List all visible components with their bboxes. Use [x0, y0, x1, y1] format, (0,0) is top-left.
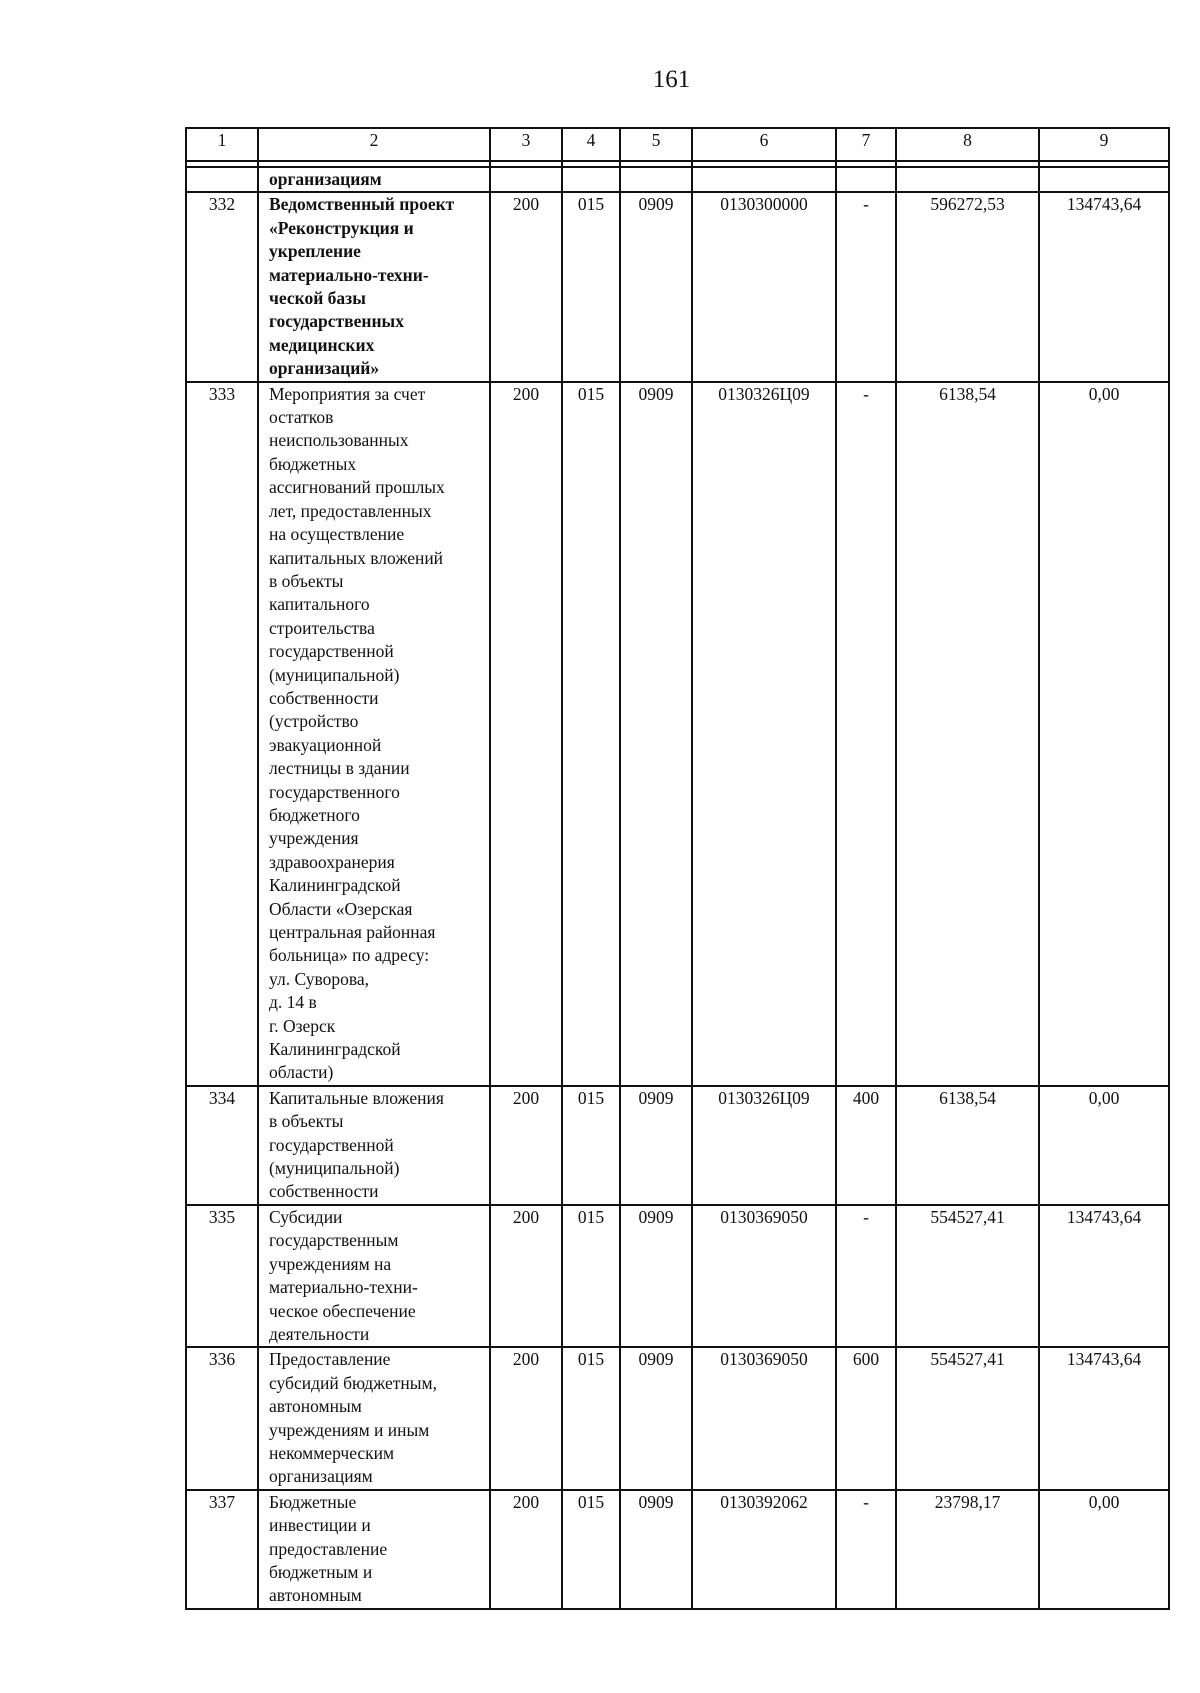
header-row — [186, 128, 1169, 161]
row-number: 335 — [186, 1205, 258, 1347]
row-number: 333 — [186, 382, 258, 1086]
header-cell: 7 — [836, 128, 896, 161]
row-name: Капитальные вложения в объекты государственной (муниципальной) собственности — [258, 1086, 490, 1205]
cell-code-3: 200 — [490, 382, 562, 1086]
continuation-text: организациям — [258, 167, 490, 192]
cell-code-6: 0130326Ц09 — [692, 382, 836, 1086]
cell-amount-9: 0,00 — [1039, 1086, 1169, 1205]
table-row — [186, 192, 1169, 381]
cell-code-4: 015 — [562, 192, 620, 381]
cell-amount-9: 134743,64 — [1039, 1347, 1169, 1489]
cell-code-4: 015 — [562, 1205, 620, 1347]
cell-code-4: 015 — [562, 1347, 620, 1489]
cell-code-6: 0130300000 — [692, 192, 836, 381]
cell-code-5: 0909 — [620, 192, 692, 381]
header-cell: 9 — [1039, 128, 1169, 161]
row-number: 336 — [186, 1347, 258, 1489]
cell-code-5: 0909 — [620, 382, 692, 1086]
cell-code-7: 600 — [836, 1347, 896, 1489]
table-row — [186, 1086, 1169, 1205]
cell-code-3: 200 — [490, 192, 562, 381]
continuation-row — [186, 167, 1169, 192]
header-cell: 6 — [692, 128, 836, 161]
table-row — [186, 382, 1169, 1086]
table-row — [186, 1347, 1169, 1489]
header-cell: 8 — [896, 128, 1039, 161]
budget-table — [185, 127, 1170, 1610]
cell-code-5: 0909 — [620, 1347, 692, 1489]
header-cell: 5 — [620, 128, 692, 161]
cell-code-3: 200 — [490, 1490, 562, 1609]
row-number: 332 — [186, 192, 258, 381]
cell-code-5: 0909 — [620, 1205, 692, 1347]
row-name: Ведомственный проект «Реконструкция и укрепление материально-техни- ческой базы государственных медицинских организаций» — [258, 192, 490, 381]
row-name: Субсидии государственным учреждениям на материально-техни- ческое обеспечение деятельности — [258, 1205, 490, 1347]
cell-code-6: 0130369050 — [692, 1347, 836, 1489]
cell-code-3: 200 — [490, 1205, 562, 1347]
cell-amount-9: 0,00 — [1039, 1490, 1169, 1609]
page-number: 161 — [652, 66, 691, 93]
header-cell: 4 — [562, 128, 620, 161]
cell-code-5: 0909 — [620, 1490, 692, 1609]
row-name: Предоставление субсидий бюджетным, автономным учреждениям и иным некоммерческим организациям — [258, 1347, 490, 1489]
cell-code-4: 015 — [562, 382, 620, 1086]
cell-code-5: 0909 — [620, 1086, 692, 1205]
cell-code-7: - — [836, 382, 896, 1086]
cell-code-7: - — [836, 1205, 896, 1347]
row-name: Бюджетные инвестиции и предоставление бюджетным и автономным — [258, 1490, 490, 1609]
cell-code-7: 400 — [836, 1086, 896, 1205]
table-row — [186, 1205, 1169, 1347]
cell-code-4: 015 — [562, 1086, 620, 1205]
cell-code-3: 200 — [490, 1347, 562, 1489]
cell-code-7: - — [836, 1490, 896, 1609]
table-row — [186, 1490, 1169, 1609]
row-number: 337 — [186, 1490, 258, 1609]
cell-code-6: 0130369050 — [692, 1205, 836, 1347]
cell-code-6: 0130326Ц09 — [692, 1086, 836, 1205]
cell-amount-8: 23798,17 — [896, 1490, 1039, 1609]
cell-amount-8: 554527,41 — [896, 1205, 1039, 1347]
cell-amount-8: 6138,54 — [896, 382, 1039, 1086]
header-cell: 2 — [258, 128, 490, 161]
cell-amount-9: 134743,64 — [1039, 1205, 1169, 1347]
row-name: Мероприятия за счет остатков неиспользованных бюджетных ассигнований прошлых лет, предоставленных на осуществление капитальных вложений в объекты капитального строительства государственной (муниципальной) собственности (устройство эвакуационной лестницы в здании государственного бюджетного учреждения здравоохранерия Калининградской Области «Озерская центральная районная больница» по адресу: ул. Суворова, д. 14 в г. Озерск Калининградской области) — [258, 382, 490, 1086]
cell-amount-9: 0,00 — [1039, 382, 1169, 1086]
cell-code-7: - — [836, 192, 896, 381]
cell-code-6: 0130392062 — [692, 1490, 836, 1609]
row-number: 334 — [186, 1086, 258, 1205]
cell-amount-8: 596272,53 — [896, 192, 1039, 381]
cell-amount-8: 6138,54 — [896, 1086, 1039, 1205]
cell-code-3: 200 — [490, 1086, 562, 1205]
cell-code-4: 015 — [562, 1490, 620, 1609]
header-cell: 3 — [490, 128, 562, 161]
header-cell: 1 — [186, 128, 258, 161]
cell-amount-9: 134743,64 — [1039, 192, 1169, 381]
cell-amount-8: 554527,41 — [896, 1347, 1039, 1489]
